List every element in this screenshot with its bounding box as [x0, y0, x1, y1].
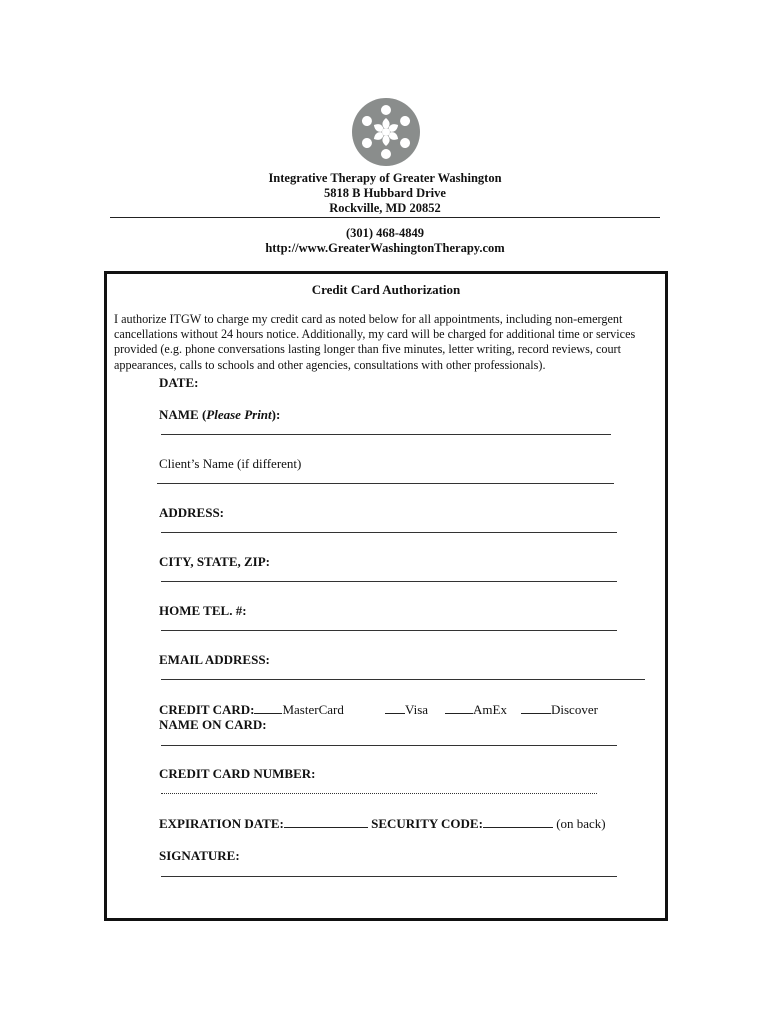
address-label: ADDRESS: [159, 505, 225, 520]
home-tel-label: HOME TEL. #: [159, 603, 247, 618]
authorization-paragraph: I authorize ITGW to charge my credit card as noted below for all appointments, including non-emergent cancellations without 24 hours notice. Additionally, my card will be charged for additional time or services provided (e.g. phone conversations lasting longer than five minutes, letter writing, record reviews, court appearances, calls to schools and other agencies, consultations with other professionals). [114, 312, 636, 372]
signature-label: SIGNATURE: [159, 848, 240, 863]
mastercard-option: MasterCard [282, 702, 344, 717]
address-line[interactable] [161, 532, 617, 533]
amex-blank[interactable] [445, 701, 473, 714]
discover-choice [521, 701, 598, 718]
client-name-line[interactable] [157, 483, 614, 484]
security-code-blank[interactable] [483, 815, 553, 828]
address-line-1: 5818 B Hubbard Drive [324, 186, 446, 200]
name-on-card-label: NAME ON CARD: [159, 717, 267, 732]
amex-choice [445, 701, 507, 718]
authorization-form [104, 271, 668, 921]
visa-blank[interactable] [385, 701, 405, 714]
mastercard-blank[interactable] [254, 701, 282, 714]
expiration-blank[interactable] [284, 815, 368, 828]
card-number-label: CREDIT CARD NUMBER: [159, 766, 316, 781]
card-number-line[interactable] [161, 793, 597, 794]
city-state-zip-line[interactable] [161, 581, 617, 582]
signature-line[interactable] [161, 876, 617, 877]
security-code-label: SECURITY CODE: [371, 816, 483, 831]
visa-choice [385, 701, 428, 718]
logo-icon [350, 96, 422, 168]
org-name: Integrative Therapy of Greater Washington [268, 171, 502, 185]
phone-number: (301) 468-4849 [345, 226, 425, 240]
date-label: DATE: [159, 375, 199, 390]
website-link[interactable]: http://www.GreaterWashingtonTherapy.com [265, 241, 505, 255]
expiration-security-row [159, 815, 606, 832]
email-line[interactable] [161, 679, 645, 680]
address-line-2: Rockville, MD 20852 [329, 201, 441, 215]
visa-option: Visa [405, 702, 429, 717]
home-tel-line[interactable] [161, 630, 617, 631]
name-line[interactable] [161, 434, 611, 435]
expiration-label: EXPIRATION DATE: [159, 816, 284, 831]
email-label: EMAIL ADDRESS: [159, 652, 270, 667]
form-title: Credit Card Authorization [311, 282, 461, 297]
discover-option: Discover [551, 702, 598, 717]
header-divider [110, 217, 660, 218]
discover-blank[interactable] [521, 701, 551, 714]
client-name-label: Client’s Name (if different) [159, 456, 302, 471]
name-label: NAME (Please Print): [159, 407, 281, 422]
on-back-note: (on back) [556, 816, 606, 831]
name-on-card-line[interactable] [161, 745, 617, 746]
city-state-zip-label: CITY, STATE, ZIP: [159, 554, 271, 569]
credit-card-label: CREDIT CARD: MasterCard [159, 702, 344, 717]
amex-option: AmEx [473, 702, 507, 717]
